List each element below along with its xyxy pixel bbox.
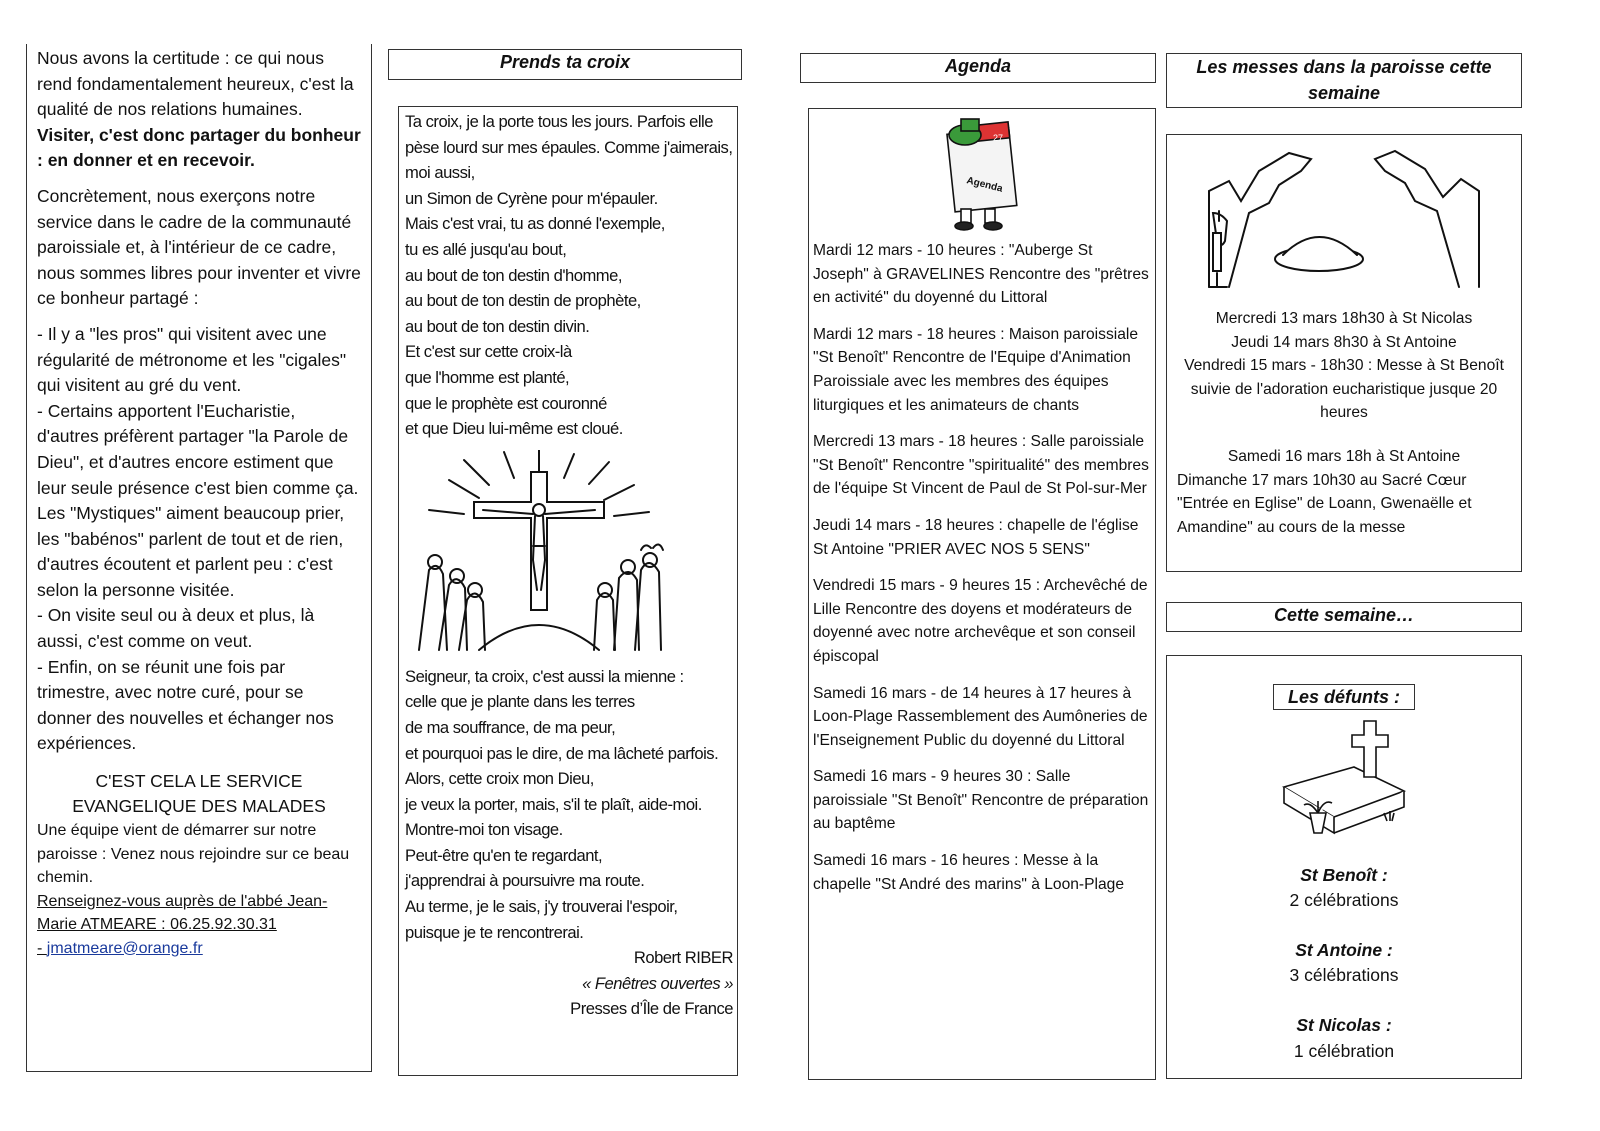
poem-line: au bout de ton destin d'homme,: [405, 265, 622, 285]
parish-count: 2 célébrations: [1289, 890, 1399, 911]
parish-name: St Nicolas :: [1296, 1014, 1392, 1035]
agenda-event: Mardi 12 mars - 10 heures : "Auberge St Joseph" à GRAVELINES Rencontre des "prêtres en activité" du doyenné du Littoral: [813, 242, 1149, 307]
agenda-event: Samedi 16 mars - 16 heures : Messe à la chapelle "St André des marins" à Loon-Plage: [813, 852, 1125, 893]
parish-count: 3 célébrations: [1289, 965, 1399, 986]
poem-line: Peut-être qu'en te regardant,: [405, 845, 603, 865]
header-agenda: Agenda: [800, 53, 1156, 83]
email-line: - jmatmeare@orange.fr: [37, 939, 203, 957]
poem-line: j'apprendrai à poursuivre ma route.: [405, 871, 645, 891]
poem-line: tu es allé jusqu'au bout,: [405, 239, 567, 259]
poem-part-2: [405, 664, 733, 946]
poem-line: Montre-moi ton visage.: [405, 820, 563, 840]
intro-paragraph: Nous avons la certitude : ce qui nous rend fondamentalement heureux, c'est la qualité de nos relations humaines. Visiter, c'est donc partager du bonheur : en donner et en recevoir.: [37, 48, 361, 171]
grave-icon: [1274, 717, 1414, 847]
contact-text: Renseignez-vous auprès de l'abbé Jean-Marie ATMEARE : 06.25.92.30.31: [37, 892, 328, 934]
crucifixion-illustration: [409, 450, 669, 660]
agenda-event: Mercredi 13 mars - 18 heures : Salle paroissiale "St Benoît" Rencontre "spiritualité" des membres de l'équipe St Vincent de Paul de St Pol-sur-Mer: [813, 433, 1149, 498]
poem-line: Et c'est sur cette croix-là: [405, 342, 572, 362]
poem-book: « Fenêtres ouvertes »: [582, 973, 733, 993]
agenda-box: [808, 108, 1156, 1080]
list-item: - Il y a "les pros" qui visitent avec une régularité de métronome et les "cigales" qui visitent au gré du vent.: [37, 323, 347, 396]
parish-name: St Antoine :: [1295, 939, 1393, 960]
poem-part-1: [405, 109, 733, 442]
defunts-box: [1166, 655, 1522, 1079]
poem-line: je veux la porter, mais, s'il te plaît, aide-moi.: [405, 794, 702, 814]
masses-box: [1166, 134, 1522, 572]
poem-line: et que Dieu lui-même est cloué.: [405, 419, 623, 439]
poem-line: au bout de ton destin divin.: [405, 316, 590, 336]
mass-entry: Dimanche 17 mars 10h30 au Sacré Cœur "Entrée en Eglise" de Loann, Gwenaëlle et Amandine" au cours de la messe: [1177, 471, 1472, 536]
agenda-event: Samedi 16 mars - 9 heures 30 : Salle paroissiale "St Benoît" Rencontre de préparation au baptême: [813, 768, 1149, 833]
poem-line: un Simon de Cyrène pour m'épauler.: [405, 188, 658, 208]
mass-entry: Mercredi 13 mars 18h30 à St Nicolas: [1215, 310, 1473, 327]
list-item: - Certains apportent l'Eucharistie, d'autres préfèrent partager "la Parole de Dieu", et d'autres encore estiment que leur seule présence c'est bien comme ça. Les "Mystiques" aiment beaucoup prier, les "babénos" parlent de tout et de rien, d'autres écoutent et parlent peu : c'est selon la personne visitée.: [37, 400, 359, 600]
poem-line: au bout de ton destin de prophète,: [405, 291, 641, 311]
list-item: - On visite seul ou à deux et plus, là aussi, c'est comme on veut.: [37, 605, 315, 652]
poem-line: Alors, cette croix mon Dieu,: [405, 769, 594, 789]
poem-line: Mais c'est vrai, tu as donné l'exemple,: [405, 214, 665, 234]
agenda-event: Jeudi 14 mars - 18 heures : chapelle de l'église St Antoine "PRIER AVEC NOS 5 SENS": [813, 516, 1139, 558]
column-visits: [26, 44, 372, 1072]
agenda-event: Samedi 16 mars - de 14 heures à 17 heures à Loon-Plage Rassemblement des Aumôneries de l'Enseignement Public du doyenné du Littoral: [813, 684, 1148, 749]
header-cette-semaine: Cette semaine…: [1166, 602, 1522, 632]
poem-line: que le prophète est couronné: [405, 393, 607, 413]
poem-line: de ma souffrance, de ma peur,: [405, 717, 616, 737]
list-item: - Enfin, on se réunit une fois par trimestre, avec notre curé, pour se donner des nouvelles et échanger nos expériences.: [37, 656, 334, 754]
parish-count: 1 célébration: [1293, 1040, 1395, 1061]
service-title: C'EST CELA LE SERVICE EVANGELIQUE DES MALADES: [72, 771, 326, 817]
eucharist-hands-icon: [1199, 141, 1489, 291]
poem-line: Au terme, je le sais, j'y trouverai l'espoir, puisque je te rencontrerai.: [405, 897, 678, 942]
agenda-event: Mardi 12 mars - 18 heures : Maison paroissiale "St Benoît" Rencontre de l'Equipe d'Animation Paroissiale avec les membres des équipes liturgiques et les animateurs de chants: [813, 325, 1139, 414]
agenda-clipart-icon: [931, 111, 1031, 233]
clipart-label: Agenda: [965, 175, 1004, 195]
header-prends-ta-croix: Prends ta croix: [388, 49, 742, 80]
poem-author: Robert RIBER: [633, 948, 733, 968]
header-masses: Les messes dans la paroisse cette semaine: [1166, 53, 1522, 108]
poem-line: et pourquoi pas le dire, de ma lâcheté parfois.: [405, 743, 719, 763]
service-paragraph: Concrètement, nous exerçons notre service dans le cadre de la communauté paroissiale et, à l'intérieur de ce cadre, nous sommes libres pour inventer et vivre ce bonheur partagé :: [37, 185, 361, 309]
team-text: Une équipe vient de démarrer sur notre paroisse : Venez nous rejoindre sur ce beau chemin.: [37, 822, 350, 887]
poem-line: Seigneur, ta croix, c'est aussi la mienne :: [405, 666, 684, 686]
clipart-day: 27: [993, 133, 1004, 143]
parish-name: St Benoît :: [1300, 864, 1388, 885]
poem-publisher: Presses d’Île de France: [570, 999, 733, 1019]
poem-line: Ta croix, je la porte tous les jours. Parfois elle pèse lourd sur mes épaules. Comme j'aimerais, moi aussi,: [405, 112, 733, 183]
mass-entry: Samedi 16 mars 18h à St Antoine: [1227, 447, 1461, 465]
poem-box: [398, 106, 738, 1076]
intro-bold: Visiter, c'est donc partager du bonheur : en donner et en recevoir.: [37, 124, 361, 171]
email-link[interactable]: jmatmeare@orange.fr: [46, 939, 203, 957]
mass-entry: Vendredi 15 mars - 18h30 : Messe à St Benoît suivie de l'adoration eucharistique jusque 20 heures: [1184, 357, 1504, 422]
defunts-title: Les défunts :: [1273, 684, 1415, 710]
agenda-event: Vendredi 15 mars - 9 heures 15 : Archevêché de Lille Rencontre des doyens et modérateurs de doyenné avec notre archevêque et son conseil épiscopal: [813, 577, 1148, 665]
mass-entry: Jeudi 14 mars 8h30 à St Antoine: [1231, 333, 1457, 351]
poem-line: celle que je plante dans les terres: [405, 692, 635, 712]
poem-line: que l'homme est planté,: [405, 367, 570, 387]
